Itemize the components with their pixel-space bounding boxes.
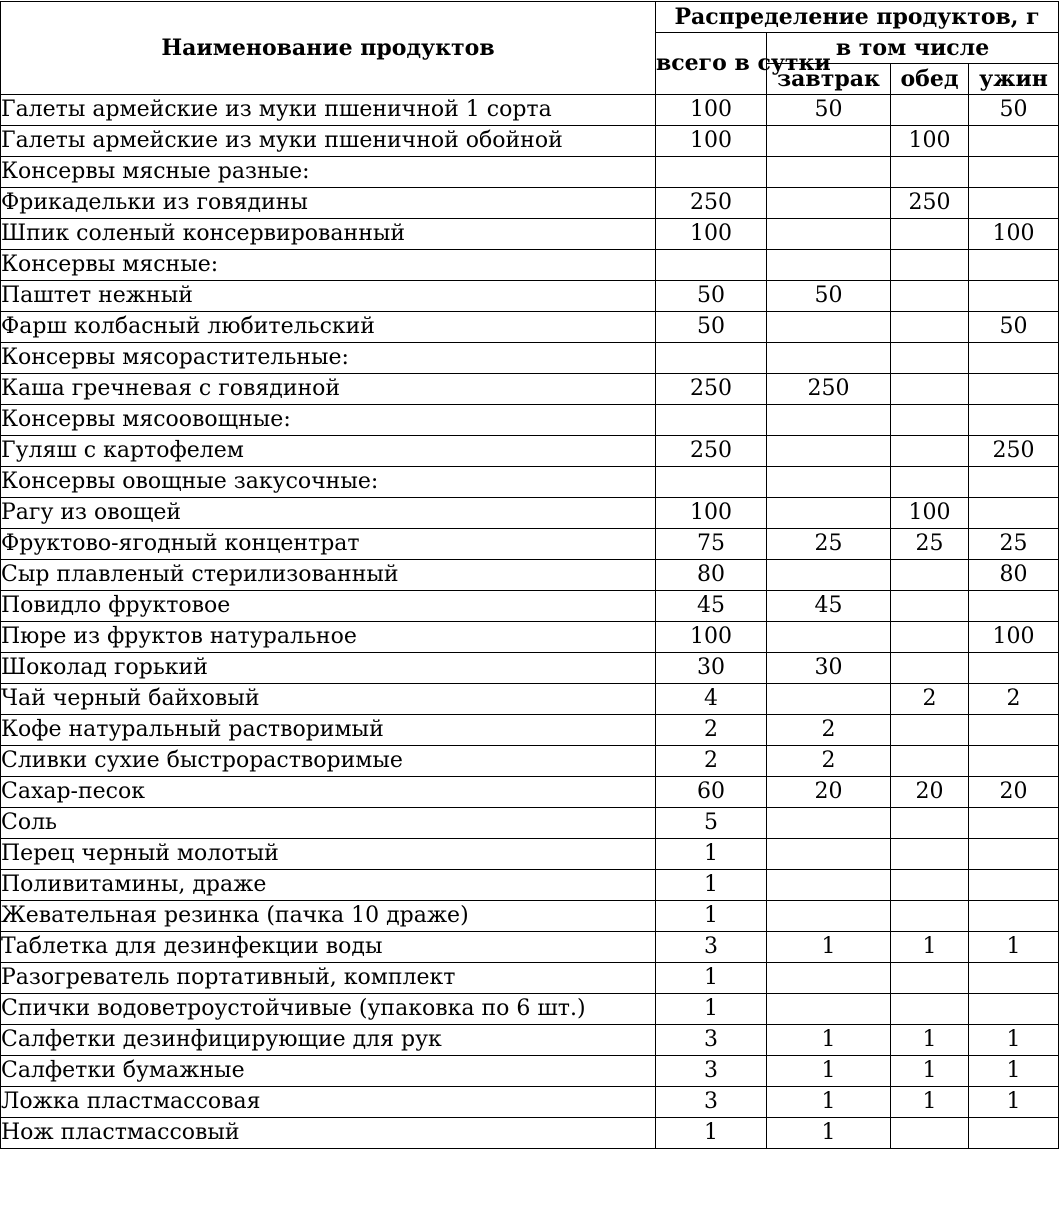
lunch-cell — [891, 901, 969, 932]
total-cell: 3 — [656, 1087, 767, 1118]
breakfast-cell — [767, 157, 891, 188]
lunch-cell — [891, 157, 969, 188]
total-cell: 50 — [656, 281, 767, 312]
lunch-cell — [891, 1118, 969, 1149]
lunch-cell: 25 — [891, 529, 969, 560]
product-name-cell: Шоколад горький — [1, 653, 656, 684]
lunch-cell: 250 — [891, 188, 969, 219]
header-lunch: обед — [891, 64, 969, 95]
lunch-cell: 1 — [891, 932, 969, 963]
table-row — [1, 653, 1059, 684]
total-cell: 1 — [656, 870, 767, 901]
total-cell — [656, 157, 767, 188]
breakfast-cell: 20 — [767, 777, 891, 808]
lunch-cell: 1 — [891, 1025, 969, 1056]
lunch-cell — [891, 963, 969, 994]
product-name-cell: Консервы мясные разные: — [1, 157, 656, 188]
product-name-cell: Повидло фруктовое — [1, 591, 656, 622]
breakfast-cell — [767, 622, 891, 653]
lunch-cell — [891, 870, 969, 901]
breakfast-cell — [767, 188, 891, 219]
breakfast-cell: 2 — [767, 746, 891, 777]
lunch-cell — [891, 281, 969, 312]
table-row — [1, 1056, 1059, 1087]
dinner-cell: 2 — [969, 684, 1059, 715]
total-cell — [656, 467, 767, 498]
dinner-cell — [969, 715, 1059, 746]
lunch-cell — [891, 374, 969, 405]
header-breakfast: завтрак — [767, 64, 891, 95]
product-name-cell: Жевательная резинка (пачка 10 драже) — [1, 901, 656, 932]
total-cell: 1 — [656, 963, 767, 994]
lunch-cell — [891, 560, 969, 591]
breakfast-cell: 1 — [767, 932, 891, 963]
lunch-cell — [891, 746, 969, 777]
dinner-cell — [969, 374, 1059, 405]
table-row — [1, 219, 1059, 250]
table-row — [1, 467, 1059, 498]
product-name-cell: Фруктово-ягодный концентрат — [1, 529, 656, 560]
total-cell: 4 — [656, 684, 767, 715]
total-cell: 3 — [656, 1056, 767, 1087]
table-row — [1, 312, 1059, 343]
dinner-cell — [969, 746, 1059, 777]
table-row — [1, 374, 1059, 405]
table-row — [1, 250, 1059, 281]
breakfast-cell — [767, 219, 891, 250]
table-row — [1, 994, 1059, 1025]
table-row — [1, 405, 1059, 436]
breakfast-cell: 30 — [767, 653, 891, 684]
breakfast-cell: 1 — [767, 1056, 891, 1087]
table-row — [1, 1025, 1059, 1056]
total-cell: 1 — [656, 901, 767, 932]
product-name-cell: Разогреватель портативный, комплект — [1, 963, 656, 994]
total-cell — [656, 250, 767, 281]
dinner-cell: 50 — [969, 95, 1059, 126]
product-name-cell: Консервы овощные закусочные: — [1, 467, 656, 498]
header-including: в том числе — [767, 33, 1059, 64]
lunch-cell — [891, 405, 969, 436]
product-name-cell: Салфетки дезинфицирующие для рук — [1, 1025, 656, 1056]
product-name-cell: Нож пластмассовый — [1, 1118, 656, 1149]
product-name-cell: Сахар-песок — [1, 777, 656, 808]
total-cell: 50 — [656, 312, 767, 343]
total-cell: 3 — [656, 1025, 767, 1056]
dinner-cell — [969, 1118, 1059, 1149]
total-cell: 2 — [656, 715, 767, 746]
total-cell — [656, 343, 767, 374]
total-cell: 45 — [656, 591, 767, 622]
dinner-cell: 80 — [969, 560, 1059, 591]
ration-table — [0, 1, 1059, 1149]
table-row — [1, 281, 1059, 312]
header-product-name: Наименование продуктов — [1, 2, 656, 95]
table-row — [1, 839, 1059, 870]
breakfast-cell — [767, 684, 891, 715]
table-row — [1, 870, 1059, 901]
table-row — [1, 622, 1059, 653]
lunch-cell — [891, 591, 969, 622]
total-cell: 100 — [656, 219, 767, 250]
lunch-cell — [891, 95, 969, 126]
table-row — [1, 963, 1059, 994]
total-cell: 3 — [656, 932, 767, 963]
product-name-cell: Консервы мясные: — [1, 250, 656, 281]
total-cell — [656, 405, 767, 436]
dinner-cell: 50 — [969, 312, 1059, 343]
product-name-cell: Пюре из фруктов натуральное — [1, 622, 656, 653]
breakfast-cell: 45 — [767, 591, 891, 622]
table-row — [1, 1087, 1059, 1118]
table-header — [1, 2, 1059, 95]
dinner-cell: 1 — [969, 1056, 1059, 1087]
breakfast-cell — [767, 126, 891, 157]
lunch-cell — [891, 839, 969, 870]
lunch-cell: 1 — [891, 1056, 969, 1087]
dinner-cell — [969, 250, 1059, 281]
dinner-cell — [969, 126, 1059, 157]
lunch-cell — [891, 467, 969, 498]
dinner-cell: 20 — [969, 777, 1059, 808]
lunch-cell — [891, 994, 969, 1025]
table-row — [1, 901, 1059, 932]
product-name-cell: Фарш колбасный любительский — [1, 312, 656, 343]
table-row — [1, 157, 1059, 188]
dinner-cell — [969, 343, 1059, 374]
dinner-cell — [969, 839, 1059, 870]
total-cell: 100 — [656, 95, 767, 126]
product-name-cell: Перец черный молотый — [1, 839, 656, 870]
breakfast-cell: 50 — [767, 281, 891, 312]
breakfast-cell — [767, 436, 891, 467]
dinner-cell: 1 — [969, 932, 1059, 963]
dinner-cell — [969, 994, 1059, 1025]
dinner-cell — [969, 870, 1059, 901]
dinner-cell: 1 — [969, 1025, 1059, 1056]
total-cell: 80 — [656, 560, 767, 591]
table-row — [1, 126, 1059, 157]
header-row — [1, 2, 1059, 33]
product-name-cell: Гуляш с картофелем — [1, 436, 656, 467]
lunch-cell — [891, 219, 969, 250]
lunch-cell — [891, 653, 969, 684]
dinner-cell — [969, 653, 1059, 684]
dinner-cell: 1 — [969, 1087, 1059, 1118]
dinner-cell — [969, 467, 1059, 498]
lunch-cell — [891, 715, 969, 746]
dinner-cell: 250 — [969, 436, 1059, 467]
total-cell: 250 — [656, 374, 767, 405]
header-total-per-day: всего в сутки — [656, 33, 767, 95]
breakfast-cell — [767, 901, 891, 932]
product-name-cell: Кофе натуральный растворимый — [1, 715, 656, 746]
table-row — [1, 746, 1059, 777]
lunch-cell: 1 — [891, 1087, 969, 1118]
total-cell: 2 — [656, 746, 767, 777]
product-name-cell: Галеты армейские из муки пшеничной 1 сорта — [1, 95, 656, 126]
product-name-cell: Рагу из овощей — [1, 498, 656, 529]
breakfast-cell — [767, 560, 891, 591]
table-row — [1, 188, 1059, 219]
product-name-cell: Консервы мясоовощные: — [1, 405, 656, 436]
total-cell: 250 — [656, 436, 767, 467]
header-dinner: ужин — [969, 64, 1059, 95]
dinner-cell — [969, 188, 1059, 219]
total-cell: 75 — [656, 529, 767, 560]
dinner-cell — [969, 157, 1059, 188]
breakfast-cell — [767, 343, 891, 374]
total-cell: 100 — [656, 126, 767, 157]
breakfast-cell: 1 — [767, 1087, 891, 1118]
breakfast-cell: 50 — [767, 95, 891, 126]
lunch-cell — [891, 312, 969, 343]
table-row — [1, 95, 1059, 126]
table-row — [1, 560, 1059, 591]
breakfast-cell — [767, 994, 891, 1025]
total-cell: 100 — [656, 622, 767, 653]
total-cell: 5 — [656, 808, 767, 839]
lunch-cell — [891, 343, 969, 374]
lunch-cell: 2 — [891, 684, 969, 715]
lunch-cell — [891, 808, 969, 839]
product-name-cell: Паштет нежный — [1, 281, 656, 312]
table-row — [1, 932, 1059, 963]
dinner-cell — [969, 281, 1059, 312]
lunch-cell — [891, 436, 969, 467]
total-cell: 1 — [656, 839, 767, 870]
table-row — [1, 684, 1059, 715]
product-name-cell: Консервы мясорастительные: — [1, 343, 656, 374]
breakfast-cell — [767, 839, 891, 870]
product-name-cell: Сыр плавленый стерилизованный — [1, 560, 656, 591]
lunch-cell — [891, 250, 969, 281]
breakfast-cell — [767, 312, 891, 343]
table-row — [1, 777, 1059, 808]
table-row — [1, 1118, 1059, 1149]
product-name-cell: Соль — [1, 808, 656, 839]
table-row — [1, 715, 1059, 746]
breakfast-cell — [767, 870, 891, 901]
product-name-cell: Поливитамины, драже — [1, 870, 656, 901]
total-cell: 250 — [656, 188, 767, 219]
table-row — [1, 498, 1059, 529]
table-row — [1, 591, 1059, 622]
dinner-cell: 25 — [969, 529, 1059, 560]
product-name-cell: Сливки сухие быстрорастворимые — [1, 746, 656, 777]
header-distribution: Распределение продуктов, г — [656, 2, 1059, 33]
dinner-cell — [969, 963, 1059, 994]
breakfast-cell — [767, 498, 891, 529]
lunch-cell — [891, 622, 969, 653]
product-name-cell: Шпик соленый консервированный — [1, 219, 656, 250]
product-name-cell: Салфетки бумажные — [1, 1056, 656, 1087]
breakfast-cell — [767, 405, 891, 436]
product-name-cell: Фрикадельки из говядины — [1, 188, 656, 219]
total-cell: 100 — [656, 498, 767, 529]
table-row — [1, 343, 1059, 374]
product-name-cell: Ложка пластмассовая — [1, 1087, 656, 1118]
table-row — [1, 436, 1059, 467]
lunch-cell: 100 — [891, 126, 969, 157]
breakfast-cell: 25 — [767, 529, 891, 560]
breakfast-cell: 250 — [767, 374, 891, 405]
dinner-cell: 100 — [969, 622, 1059, 653]
product-name-cell: Таблетка для дезинфекции воды — [1, 932, 656, 963]
dinner-cell: 100 — [969, 219, 1059, 250]
product-name-cell: Спички водоветроустойчивые (упаковка по 6 шт.) — [1, 994, 656, 1025]
breakfast-cell: 2 — [767, 715, 891, 746]
product-name-cell: Чай черный байховый — [1, 684, 656, 715]
breakfast-cell: 1 — [767, 1118, 891, 1149]
breakfast-cell — [767, 250, 891, 281]
total-cell: 1 — [656, 994, 767, 1025]
dinner-cell — [969, 901, 1059, 932]
breakfast-cell: 1 — [767, 1025, 891, 1056]
breakfast-cell — [767, 808, 891, 839]
product-name-cell: Каша гречневая с говядиной — [1, 374, 656, 405]
dinner-cell — [969, 405, 1059, 436]
dinner-cell — [969, 498, 1059, 529]
total-cell: 30 — [656, 653, 767, 684]
table-row — [1, 808, 1059, 839]
total-cell: 1 — [656, 1118, 767, 1149]
breakfast-cell — [767, 467, 891, 498]
table-body — [1, 95, 1059, 1149]
total-cell: 60 — [656, 777, 767, 808]
dinner-cell — [969, 808, 1059, 839]
product-name-cell: Галеты армейские из муки пшеничной обойной — [1, 126, 656, 157]
lunch-cell: 20 — [891, 777, 969, 808]
table-row — [1, 529, 1059, 560]
breakfast-cell — [767, 963, 891, 994]
dinner-cell — [969, 591, 1059, 622]
lunch-cell: 100 — [891, 498, 969, 529]
